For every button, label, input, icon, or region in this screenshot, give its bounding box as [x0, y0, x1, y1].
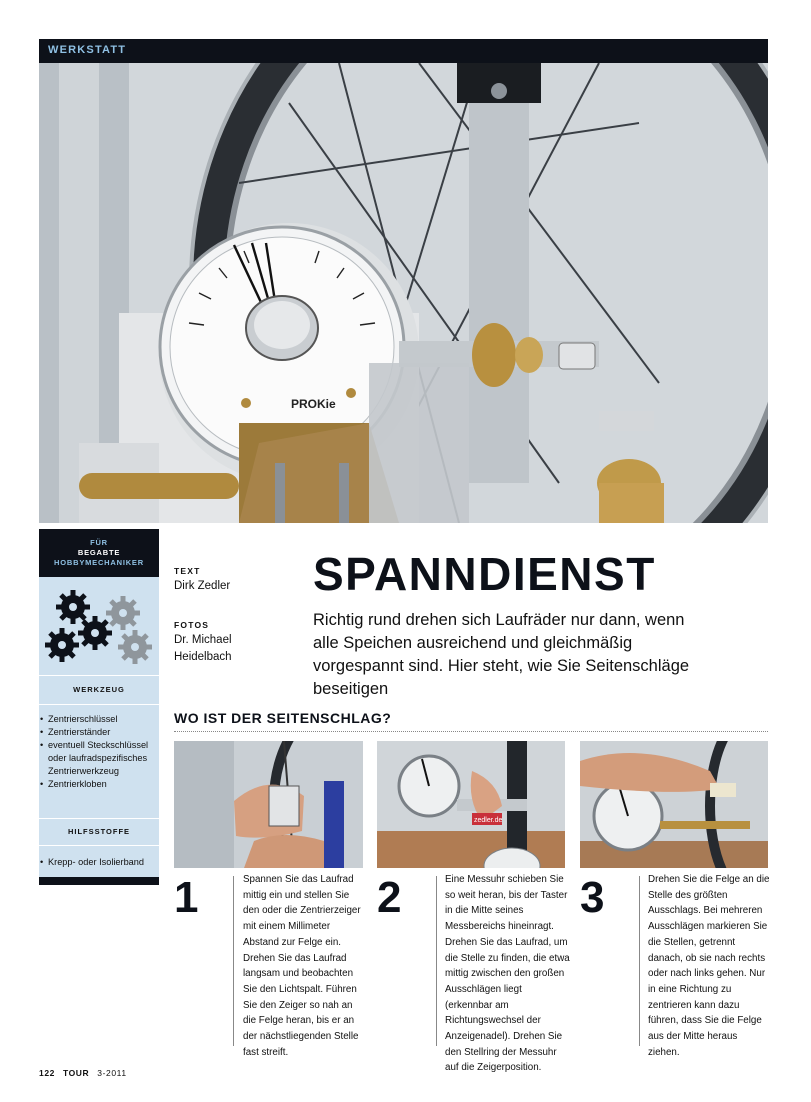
sidebar-footer-bar	[39, 877, 159, 885]
text-credit-author: Dirk Zedler	[174, 580, 231, 592]
hero-photo	[39, 63, 768, 523]
step-1-photo	[174, 741, 363, 868]
photo-credit-author-1: Dr. Michael	[174, 634, 232, 646]
tools-title: WERKZEUG	[73, 685, 125, 694]
dotted-divider	[174, 731, 768, 732]
step-3-rule	[639, 876, 640, 1046]
page-footer	[39, 1068, 127, 1078]
sidebar-divider	[39, 704, 159, 705]
magazine-name: TOUR	[62, 1068, 90, 1078]
step-1-rule	[233, 876, 234, 1046]
sidebar-header-line-2: BEGABTE	[77, 548, 121, 557]
tools-list	[39, 713, 157, 791]
sidebar-header-line-1: FÜR	[90, 538, 108, 547]
sidebar-header-line-3: HOBBYMECHANIKER	[54, 558, 144, 567]
lead-paragraph: Richtig rund drehen sich Laufräder nur dann, wenn alle Speichen ausreichend und gleichmäßig vorgespannt sind. Hier steht, wie Sie Seitenschläge beseitigen	[313, 611, 690, 698]
photo-credit-author-2: Heidelbach	[174, 651, 232, 663]
sidebar-divider	[39, 845, 159, 846]
sidebar-header	[39, 529, 159, 577]
truing-stand-illustration	[39, 63, 768, 523]
supplies-title: HILFSSTOFFE	[67, 827, 131, 836]
list-item: • Zentrierschlüssel	[39, 713, 157, 726]
text-credit-label: TEXT	[174, 566, 201, 576]
sidebar-box	[39, 529, 159, 884]
gears-icon	[43, 587, 155, 669]
step-1-number: 1	[174, 873, 199, 922]
step-3-photo	[580, 741, 768, 868]
section-bar	[39, 39, 768, 63]
page-title: SPANNDIENST	[313, 548, 656, 600]
gauge-brand-text: PROKie	[291, 397, 336, 411]
section-subheading: WO IST DER SEITENSCHLAG?	[174, 710, 392, 726]
list-item: • Zentrierständer	[39, 726, 157, 739]
step-3-number: 3	[580, 873, 605, 922]
sidebar-divider	[39, 675, 159, 676]
sidebar-divider	[39, 818, 159, 819]
step-2-photo	[377, 741, 565, 868]
list-item: • eventuell Steckschlüssel oder laufradspezifisches Zentrierwerkzeug	[39, 739, 157, 778]
page-number: 122	[39, 1068, 55, 1078]
issue-number: 3-2011	[97, 1068, 127, 1078]
photo-watermark: zedler.de	[474, 817, 503, 824]
step-2-rule	[436, 876, 437, 1046]
list-item: • Zentrierkloben	[39, 778, 157, 791]
photo-credit-label: FOTOS	[174, 620, 210, 630]
section-label: WERKSTATT	[48, 44, 127, 56]
supplies-list	[39, 856, 157, 869]
list-item: • Krepp- oder Isolierband	[39, 856, 157, 869]
step-2-text: Eine Messuhr schieben Sie so weit heran, bis der Taster in die Mitte seines Messbereichs hineinragt. Drehen Sie das Laufrad, um die Stelle zu finden, die etwa mittig zwischen den großen Ausschlägen liegt (erkennbar am Richtungswechsel der Anzeigenadel). Drehen Sie den Stellring der Messuhr auf die Zeigerposition.	[445, 874, 570, 1074]
step-2-number: 2	[377, 873, 402, 922]
step-3-text: Drehen Sie die Felge an die Stelle des größten Ausschlags. Bei mehreren Ausschlägen markieren Sie die Stellen, getrennt danach, ob sie nach rechts oder nach links gehen. Nur in eine Richtung zu zentrieren kann dazu führen, dass Sie die Felge aus der Mitte heraus ziehen.	[648, 874, 770, 1058]
step-1-text: Spannen Sie das Laufrad mittig ein und stellen Sie den oder die Zentrierzeiger mit einem Millimeter Abstand zur Felge ein. Drehen Sie das Laufrad langsam und beobachten Sie den Lichtspalt. Führen Sie den Zeiger so nah an die Felge heran, bis er an der nächstliegenden Stelle fast streift.	[243, 874, 361, 1058]
